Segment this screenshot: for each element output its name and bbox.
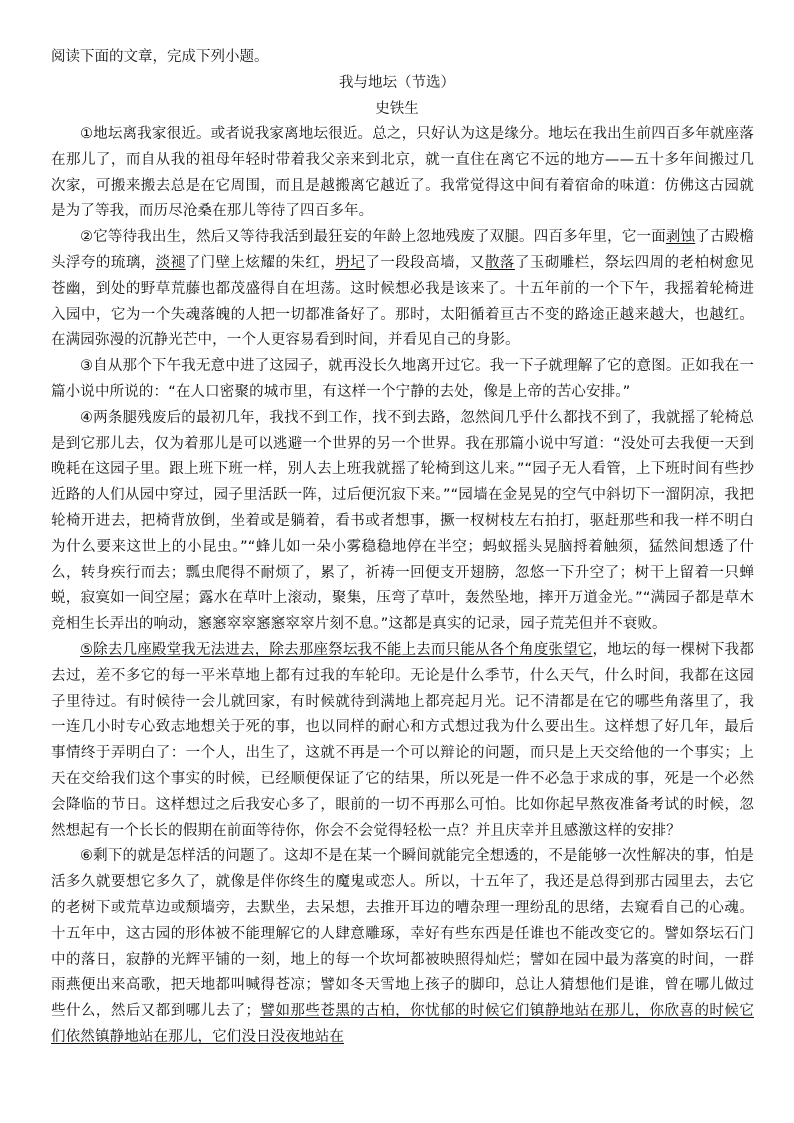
underlined-word-boshi: 剥蚀 <box>665 229 696 246</box>
paragraph-5-text: ，地坛的每一棵树下我都去过，差不多它的每一平米草地上都有过我的车轮印。无论是什么季节，什么天气，什么时间，我都在这园子里待过。有时候待一会儿就回家，有时候就待到满地上都亮起月光。记不清都是在它的哪些角落里了，我一连几小时专心致志地想关于死的事，也以同样的耐心和方式想过我为什么要出生。这样想了好几年，最后事情终于弄明白了：一个人，出生了，这就不再是一个可以辩论的问题，而只是上天交给他的一个事实；上天在交给我们这个事实的时候，已经顺便保证了它的结果，所以死是一件不必急于求成的事，死是一个必然会降临的节日。这样想过之后我安心多了，眼前的一切不再那么可怕。比如你起早熬夜准备考试的时候，忽然想起有一个长长的假期在前面等待你，你会不会觉得轻松一点？并且庆幸并且感激这样的安排？ <box>51 641 755 839</box>
paragraph-2-text: 了古殿檐头浮夸的琉璃， <box>51 229 754 271</box>
article-title: 我与地坛（节选） <box>339 75 455 91</box>
underlined-sentence: ⑤除去几座殿堂我无法进去，除去那座祭坛我不能上去而只能从各个角度张望它 <box>80 641 593 658</box>
paragraph-4: ④两条腿残废后的最初几年，我找不到工作，找不到去路，忽然间几乎什么都找不到了，我就摇了轮椅总是到它那儿去，仅为着那儿是可以逃避一个世界的另一个世界。我在那篇小说中写道：“没处可去我便一天到晚耗在这园子里。跟上班下班一样，别人去上班我就摇了轮椅到这儿来。”“园子无人看管，上下班时间有些抄近路的人们从园中穿过，园子里活跃一阵，过后便沉寂下来。”“园墙在金晃晃的空气中斜切下一溜阴凉，我把轮椅开进去，把椅背放倒，坐着或是躺着，看书或者想事，撅一杈树枝左右拍打，驱赶那些和我一样不明白为什么要来这世上的小昆虫。”“蜂儿如一朵小雾稳稳地停在半空；蚂蚁摇头晃脑捋着触须，猛然间想透了什么，转身疾行而去；瓢虫爬得不耐烦了，累了，祈祷一回便支开翅膀，忽悠一下升空了；树干上留着一只蝉蜕，寂寞如一间空屋；露水在草叶上滚动，聚集，压弯了草叶，轰然坠地，摔开万道金光。”“满园子都是草木竞相生长弄出的响动，窸窸窣窣窸窸窣窣片刻不息。”这都是真实的记录，园子荒芜但并不衰败。 <box>51 409 754 633</box>
paragraph-6-text: ⑥剩下的就是怎样活的问题了。这却不是在某一个瞬间就能完全想透的，不是能够一次性解决的事，怕是活多久就要想它多久了，就像是伴你终生的魔鬼或恋人。所以，十五年了，我还是总得到那古园里去，去它的老树下或荒草边或颓墙旁，去默坐，去呆想，去推开耳边的嘈杂理一理纷乱的思绪，去窥看自己的心魂。十五年中，这古园的形体被不能理解它的人肆意雕琢，幸好有些东西是任谁也不能改变它的。譬如祭坛石门中的落日，寂静的光辉平铺的一刻，地上的每一个坎坷都被映照得灿烂；譬如在园中最为落寞的时间，一群雨燕便出来高歌，把天地都叫喊得苍凉；譬如冬天雪地上孩子的脚印，总让人猜想他们是谁，曾在哪儿做过些什么，然后又都到哪儿去了； <box>51 848 754 1020</box>
paragraph-1: ①地坛离我家很近。或者说我家离地坛很近。总之，只好认为这是缘分。地坛在我出生前四百多年就座落在那儿了，而自从我的祖母年轻时带着我父亲来到北京，就一直住在离它不远的地方——五十多年间搬过几次家，可搬来搬去总是在它周围，而且是越搬离它越近了。我常觉得这中间有着宿命的味道：仿佛这古园就是为了等我，而历尽沧桑在那儿等待了四百多年。 <box>51 126 754 220</box>
paragraph-5 <box>51 638 754 844</box>
paragraph-3: ③自从那个下午我无意中进了这园子，就再没长久地离开过它。我一下子就理解了它的意图。正如我在一篇小说中所说的：“在人口密聚的城市里，有这样一个宁静的去处，像是上帝的苦心安排。” <box>51 358 754 400</box>
paragraph-2-text: 了玉砌雕栏，祭坛四周的老柏树愈见苍幽，到处的野草荒藤也都茂盛得自在坦荡。这时候想必我是该来了。十五年前的一个下午，我摇着轮椅进入园中，它为一个失魂落魄的人把一切都准备好了。那时，太阳循着亘古不变的路途正越来越大，也越红。在满园弥漫的沉静光芒中，一个人更容易看到时间，并看见自己的身影。 <box>51 254 754 349</box>
underlined-word-tanpi: 坍圮 <box>335 254 366 271</box>
underlined-word-sanluo: 散落 <box>484 254 515 271</box>
article-body <box>51 122 754 1051</box>
paragraph-2-text: ②它等待我出生，然后又等待我活到最狂妄的年龄上忽地残废了双腿。四百多年里，它一面 <box>80 229 666 246</box>
underlined-sentence: 譬如那些苍黑的古柏，你忧郁的时候它们镇静地站在那儿，你欣喜的时候它们依然镇静地站在那儿，它们没日没夜地站在 <box>51 1003 754 1045</box>
paragraph-2 <box>51 225 754 354</box>
paragraph-2-text: 了一段段高墙，又 <box>365 254 485 271</box>
instruction-text: 阅读下面的文章，完成下列小题。 <box>51 49 269 65</box>
underlined-word-dantui: 淡褪 <box>155 254 186 271</box>
paragraph-2-text: 了门壁上炫耀的朱红， <box>185 254 336 271</box>
paragraph-6 <box>51 844 754 1050</box>
article-author: 史铁生 <box>375 101 419 117</box>
